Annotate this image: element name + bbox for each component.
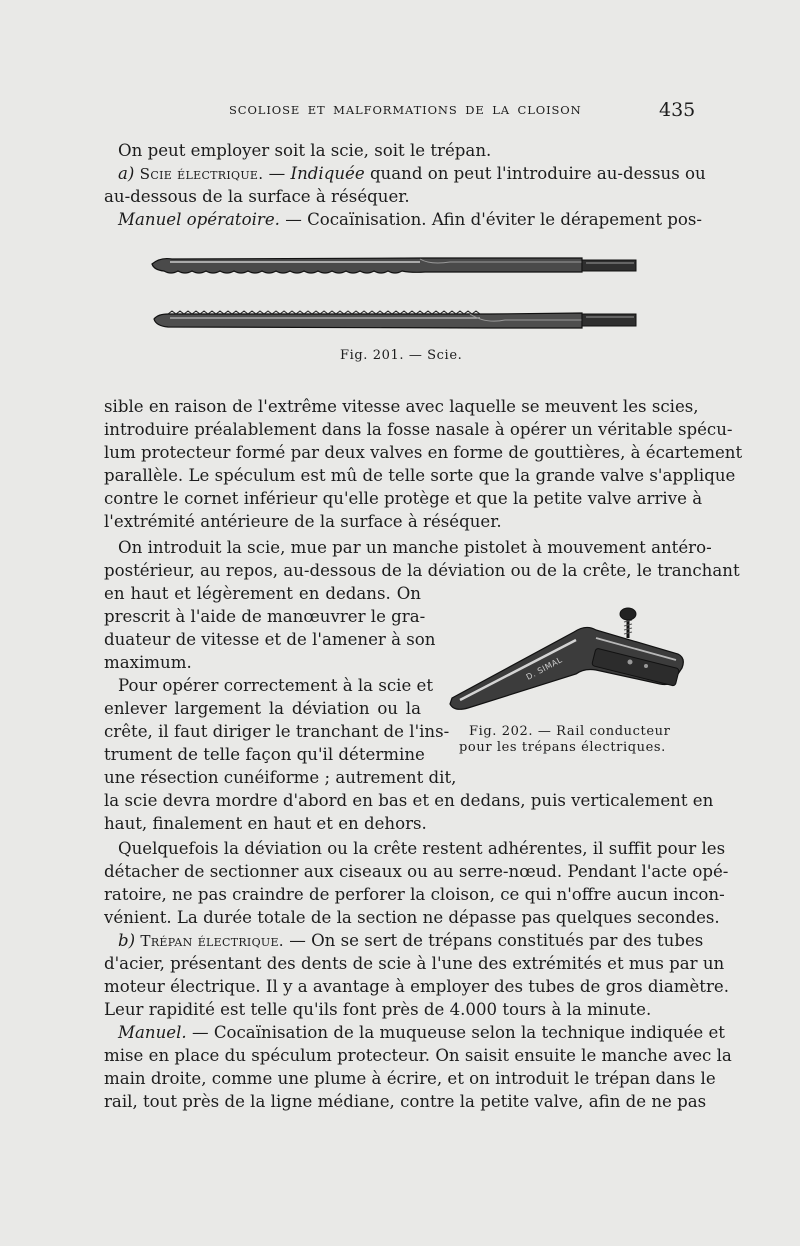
text-line: haut, finalement en haut et en dehors. bbox=[104, 814, 427, 833]
text-line: trument de telle façon qu'il détermine bbox=[104, 745, 425, 764]
text-line: mise en place du spéculum protecteur. On saisit ensuite le manche avec la bbox=[104, 1046, 732, 1065]
page-number: 435 bbox=[659, 99, 696, 121]
text-line: moteur électrique. Il y a avantage à employer des tubes de gros diamètre. bbox=[104, 977, 730, 996]
text-line: postérieur, au repos, au-dessous de la déviation ou de la crête, le tranchant bbox=[104, 561, 740, 580]
text-line: contre le cornet inférieur qu'elle protège et que la petite valve arrive à bbox=[104, 489, 703, 508]
text-line: vénient. La durée totale de la section ne dépasse pas quelques secondes. bbox=[104, 908, 720, 927]
text-line: enlever largement la déviation ou la bbox=[104, 699, 421, 718]
running-title: SCOLIOSE ET MALFORMATIONS DE LA CLOISON bbox=[229, 103, 582, 117]
text-line: la scie devra mordre d'abord en bas et en dedans, puis verticalement en bbox=[104, 791, 714, 810]
text-line: crête, il faut diriger le tranchant de l'ins- bbox=[104, 722, 450, 741]
text-line: main droite, comme une plume à écrire, et on introduit le trépan dans le bbox=[104, 1069, 716, 1088]
text-line: au-dessous de la surface à réséquer. bbox=[104, 187, 410, 206]
text-line: une résection cunéiforme ; autrement dit, bbox=[104, 768, 457, 787]
figure-202-caption-line1: Fig. 202. — Rail conducteur bbox=[469, 724, 671, 739]
section-heading: Scie électrique. bbox=[139, 165, 264, 183]
text-line: On peut employer soit la scie, soit le trépan. bbox=[118, 141, 492, 160]
section-label: b) bbox=[118, 931, 136, 950]
figure-202-rail bbox=[446, 604, 686, 714]
text-line: détacher de sectionner aux ciseaux ou au serre-nœud. Pendant l'acte opé- bbox=[104, 862, 729, 881]
text-line: l'extrémité antérieure de la surface à réséquer. bbox=[104, 512, 502, 531]
section-label: a) bbox=[118, 164, 135, 183]
section-heading: Trépan électrique. bbox=[140, 932, 284, 950]
engraving-label: D. SIMAL bbox=[524, 655, 564, 682]
text-line: Manuel. — Cocaïnisation de la muqueuse selon la technique indiquée et bbox=[118, 1023, 725, 1042]
figure-201-caption: Fig. 201. — Scie. bbox=[340, 348, 463, 363]
text-line: On introduit la scie, mue par un manche pistolet à mouvement antéro- bbox=[118, 538, 712, 557]
text-line: ratoire, ne pas craindre de perforer la cloison, ce qui n'offre aucun incon- bbox=[104, 885, 725, 904]
text-line: duateur de vitesse et de l'amener à son bbox=[104, 630, 436, 649]
text-line: prescrit à l'aide de manœuvrer le gra- bbox=[104, 607, 426, 626]
text-line: Pour opérer correctement à la scie et bbox=[118, 676, 434, 695]
text-line: lum protecteur formé par deux valves en forme de gouttières, à écartement bbox=[104, 443, 743, 462]
text-line: sible en raison de l'extrême vitesse avec laquelle se meuvent les scies, bbox=[104, 397, 699, 416]
text-line: Manuel opératoire. — Cocaïnisation. Afin d'éviter le dérapement pos- bbox=[118, 210, 702, 229]
text-line: en haut et légèrement en dedans. On bbox=[104, 584, 421, 603]
text-line: maximum. bbox=[104, 653, 192, 672]
running-head bbox=[0, 101, 800, 123]
text-line: introduire préalablement dans la fosse nasale à opérer un véritable spécu- bbox=[104, 420, 733, 439]
text-line: rail, tout près de la ligne médiane, contre la petite valve, afin de ne pas bbox=[104, 1092, 707, 1111]
subsection-heading: Manuel opératoire. bbox=[118, 210, 280, 229]
subsection-heading: Manuel. bbox=[118, 1023, 187, 1042]
text-line: a) Scie électrique. — Indiquée quand on peut l'introduire au-dessus ou bbox=[118, 164, 706, 183]
text-line: Quelquefois la déviation ou la crête restent adhérentes, il suffit pour les bbox=[118, 839, 726, 858]
text-line: d'acier, présentant des dents de scie à l'une des extrémités et mus par un bbox=[104, 954, 725, 973]
figure-202-caption-line2: pour les trépans électriques. bbox=[459, 740, 666, 755]
text-line: Leur rapidité est telle qu'ils font près de 4.000 tours à la minute. bbox=[104, 1000, 652, 1019]
figure-201-saws bbox=[150, 250, 640, 335]
saw-coarse-illustration bbox=[152, 258, 636, 273]
saw-fine-illustration bbox=[154, 311, 636, 328]
text-line: b) Trépan électrique. — On se sert de trépans constitués par des tubes bbox=[118, 931, 704, 950]
text-line: parallèle. Le spéculum est mû de telle sorte que la grande valve s'applique bbox=[104, 466, 736, 485]
